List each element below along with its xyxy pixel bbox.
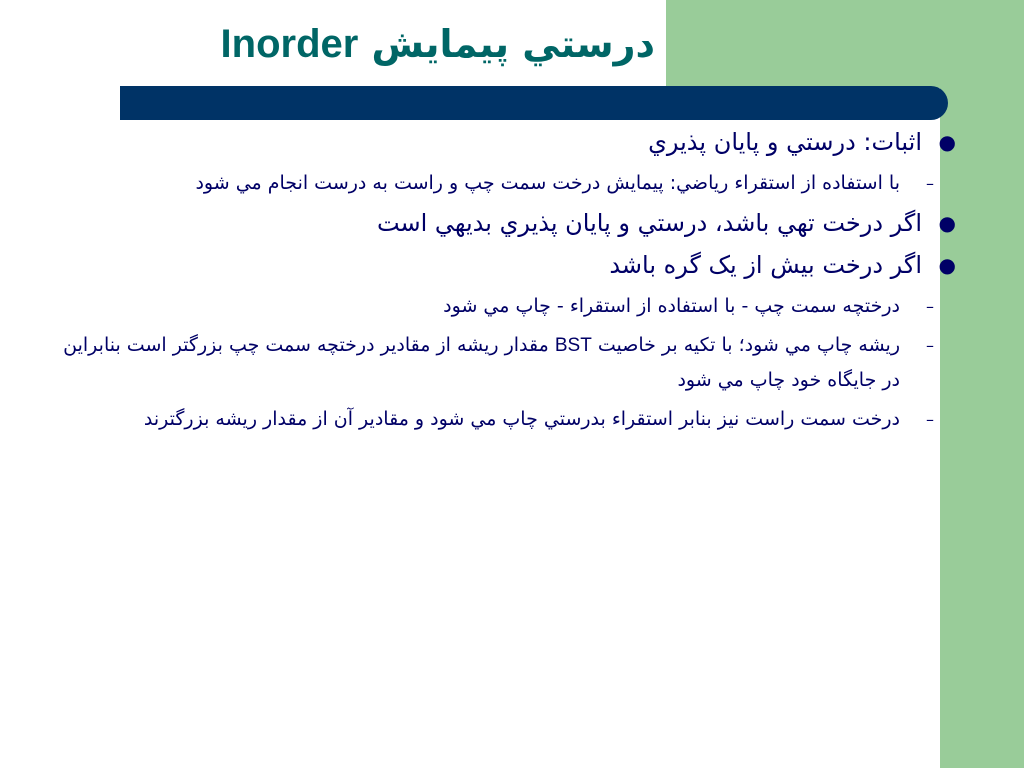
bst-term: BST <box>554 335 592 356</box>
green-corner-block <box>666 0 1024 88</box>
bullet-item <box>54 124 956 160</box>
bullet-icon: ● <box>938 253 956 277</box>
green-side-strip <box>940 88 1024 768</box>
sub-bullet-text: درختچه سمت چپ - با استفاده از استقراء - چاپ مي شود <box>443 295 900 317</box>
sub-bullet-text: با استفاده از استقراء رياضي: پيمايش درخت سمت چپ و راست به درست انجام مي شود <box>195 172 900 194</box>
bullet-icon: ● <box>938 130 956 154</box>
sub-bullet-item <box>54 166 934 201</box>
sub-bullet-text: درخت سمت راست نيز بنابر استقراء بدرستي چاپ مي شود و مقادير آن از مقدار ريشه بزرگترند <box>143 408 900 430</box>
sub-bullet-item <box>54 328 934 398</box>
dash-icon: – <box>926 297 934 316</box>
title-underline-bar <box>120 86 948 120</box>
title-persian: درستي پيمايش <box>371 22 655 66</box>
bullet-text: اثبات: درستي و پايان پذيري <box>648 128 922 156</box>
dash-icon: – <box>926 174 934 193</box>
slide-title <box>0 14 655 74</box>
bullet-text: اگر درخت بيش از يک گره باشد <box>609 251 922 279</box>
dash-icon: – <box>926 336 934 355</box>
bullet-text: اگر درخت تهي باشد، درستي و پايان پذيري بديهي است <box>376 209 922 237</box>
sub-bullet-text-part1: ريشه چاپ مي شود؛ با تکيه بر خاصيت <box>591 334 900 356</box>
slide-body <box>54 124 956 441</box>
bullet-item <box>54 247 956 283</box>
dash-icon: – <box>926 410 934 429</box>
title-latin: Inorder <box>220 22 359 66</box>
bullet-icon: ● <box>938 211 956 235</box>
sub-bullet-item <box>54 402 934 437</box>
sub-bullet-text-part2: مقدار ريشه از مقادير درختچه سمت چپ بزرگتر است بنابراين در جايگاه خود چاپ مي شود <box>63 334 900 391</box>
bullet-item <box>54 205 956 241</box>
sub-bullet-item <box>54 289 934 324</box>
